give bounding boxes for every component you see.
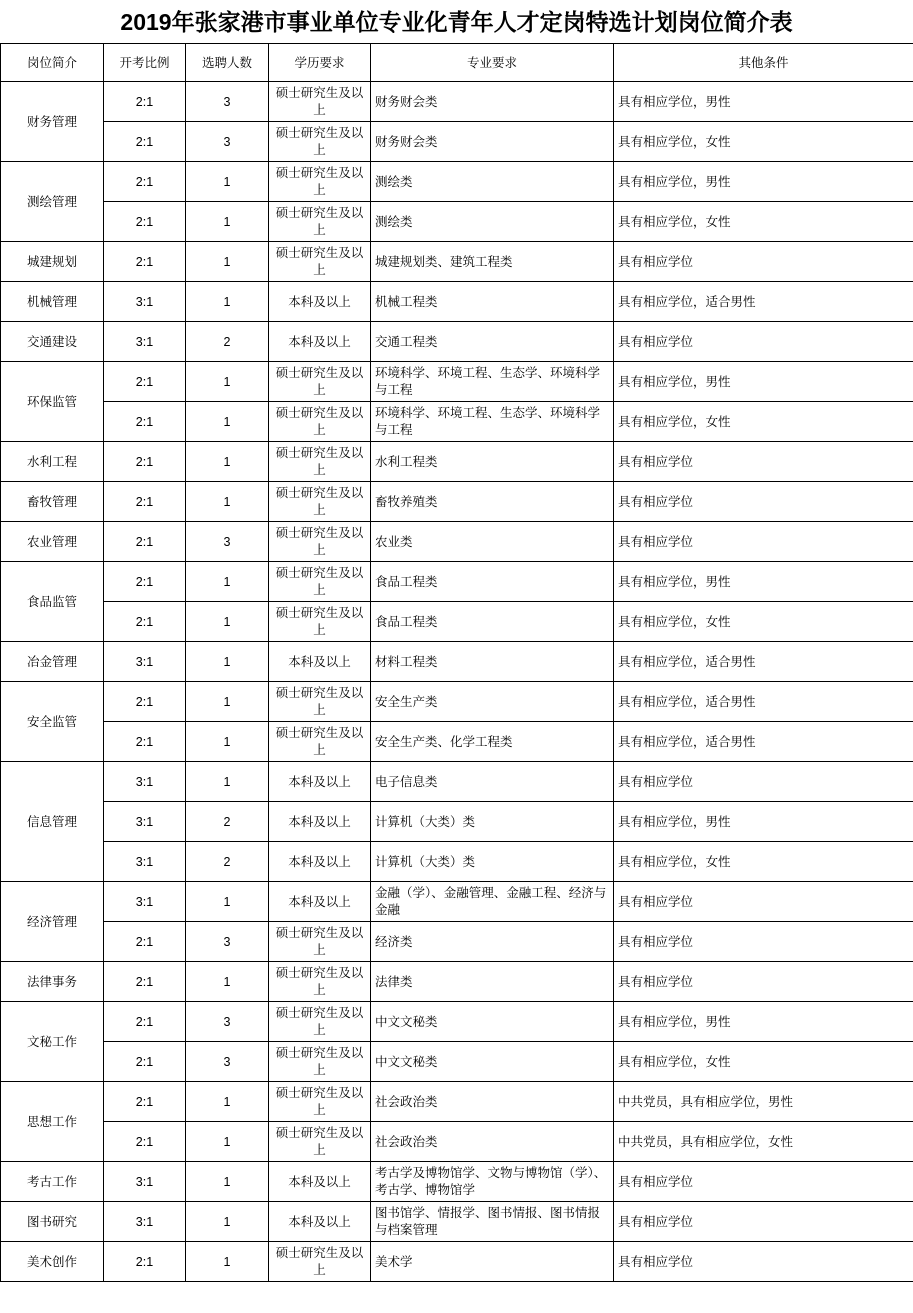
cell-ratio: 2:1 — [104, 1122, 186, 1162]
cell-major: 测绘类 — [371, 162, 614, 202]
cell-post: 交通建设 — [1, 322, 104, 362]
cell-count: 3 — [186, 1002, 269, 1042]
cell-other: 具有相应学位，女性 — [614, 202, 913, 242]
table-row — [1, 922, 913, 962]
table-row — [1, 402, 913, 442]
cell-ratio: 3:1 — [104, 1202, 186, 1242]
cell-ratio: 2:1 — [104, 362, 186, 402]
cell-ratio: 3:1 — [104, 882, 186, 922]
job-positions-table — [0, 43, 913, 1282]
cell-major: 材料工程类 — [371, 642, 614, 682]
cell-other: 具有相应学位，男性 — [614, 562, 913, 602]
cell-count: 1 — [186, 882, 269, 922]
cell-major: 中文文秘类 — [371, 1002, 614, 1042]
cell-ratio: 3:1 — [104, 282, 186, 322]
cell-count: 1 — [186, 482, 269, 522]
cell-ratio: 2:1 — [104, 602, 186, 642]
cell-post: 环保监管 — [1, 362, 104, 442]
cell-education: 本科及以上 — [269, 882, 371, 922]
cell-ratio: 2:1 — [104, 1042, 186, 1082]
cell-other: 具有相应学位 — [614, 442, 913, 482]
cell-education: 硕士研究生及以上 — [269, 562, 371, 602]
cell-other: 中共党员，具有相应学位，女性 — [614, 1122, 913, 1162]
cell-count: 2 — [186, 322, 269, 362]
table-row — [1, 642, 913, 682]
table-row — [1, 202, 913, 242]
cell-post: 思想工作 — [1, 1082, 104, 1162]
cell-post: 畜牧管理 — [1, 482, 104, 522]
cell-major: 中文文秘类 — [371, 1042, 614, 1082]
column-header-major: 专业要求 — [371, 44, 614, 82]
cell-count: 1 — [186, 562, 269, 602]
cell-post: 城建规划 — [1, 242, 104, 282]
cell-major: 美术学 — [371, 1242, 614, 1282]
column-header-count: 选聘人数 — [186, 44, 269, 82]
cell-count: 1 — [186, 1202, 269, 1242]
cell-education: 硕士研究生及以上 — [269, 122, 371, 162]
column-header-ratio: 开考比例 — [104, 44, 186, 82]
cell-major: 安全生产类、化学工程类 — [371, 722, 614, 762]
cell-count: 1 — [186, 282, 269, 322]
cell-ratio: 2:1 — [104, 482, 186, 522]
cell-major: 机械工程类 — [371, 282, 614, 322]
table-row — [1, 722, 913, 762]
cell-ratio: 2:1 — [104, 562, 186, 602]
cell-major: 法律类 — [371, 962, 614, 1002]
cell-other: 具有相应学位 — [614, 242, 913, 282]
table-row — [1, 122, 913, 162]
table-row — [1, 362, 913, 402]
cell-major: 经济类 — [371, 922, 614, 962]
table-row — [1, 522, 913, 562]
column-header-post: 岗位简介 — [1, 44, 104, 82]
cell-other: 具有相应学位，男性 — [614, 82, 913, 122]
cell-education: 硕士研究生及以上 — [269, 482, 371, 522]
cell-count: 3 — [186, 922, 269, 962]
table-row — [1, 482, 913, 522]
cell-count: 1 — [186, 962, 269, 1002]
cell-ratio: 2:1 — [104, 722, 186, 762]
table-row — [1, 802, 913, 842]
cell-count: 1 — [186, 242, 269, 282]
cell-education: 本科及以上 — [269, 802, 371, 842]
cell-post: 安全监管 — [1, 682, 104, 762]
cell-post: 食品监管 — [1, 562, 104, 642]
cell-count: 2 — [186, 802, 269, 842]
table-row — [1, 1242, 913, 1282]
cell-ratio: 2:1 — [104, 922, 186, 962]
cell-ratio: 3:1 — [104, 762, 186, 802]
cell-major: 农业类 — [371, 522, 614, 562]
cell-count: 1 — [186, 202, 269, 242]
cell-count: 1 — [186, 682, 269, 722]
page-title: 2019年张家港市事业单位专业化青年人才定岗特选计划岗位简介表 — [120, 9, 793, 35]
cell-other: 具有相应学位 — [614, 882, 913, 922]
table-row — [1, 1202, 913, 1242]
cell-ratio: 2:1 — [104, 242, 186, 282]
cell-count: 1 — [186, 642, 269, 682]
cell-major: 社会政治类 — [371, 1082, 614, 1122]
cell-post: 农业管理 — [1, 522, 104, 562]
cell-major: 畜牧养殖类 — [371, 482, 614, 522]
cell-other: 具有相应学位，女性 — [614, 402, 913, 442]
table-row — [1, 1122, 913, 1162]
column-header-other: 其他条件 — [614, 44, 913, 82]
header-row — [1, 44, 913, 82]
cell-major: 环境科学、环境工程、生态学、环境科学与工程 — [371, 362, 614, 402]
table-row — [1, 962, 913, 1002]
cell-education: 本科及以上 — [269, 1162, 371, 1202]
cell-ratio: 2:1 — [104, 1082, 186, 1122]
cell-major: 交通工程类 — [371, 322, 614, 362]
cell-count: 3 — [186, 522, 269, 562]
cell-major: 社会政治类 — [371, 1122, 614, 1162]
cell-education: 硕士研究生及以上 — [269, 1242, 371, 1282]
cell-count: 1 — [186, 362, 269, 402]
cell-ratio: 2:1 — [104, 82, 186, 122]
cell-education: 硕士研究生及以上 — [269, 722, 371, 762]
cell-education: 硕士研究生及以上 — [269, 1042, 371, 1082]
cell-education: 本科及以上 — [269, 762, 371, 802]
cell-count: 1 — [186, 602, 269, 642]
cell-ratio: 3:1 — [104, 1162, 186, 1202]
cell-other: 具有相应学位，男性 — [614, 162, 913, 202]
cell-ratio: 2:1 — [104, 522, 186, 562]
cell-post: 美术创作 — [1, 1242, 104, 1282]
cell-education: 硕士研究生及以上 — [269, 442, 371, 482]
table-row — [1, 442, 913, 482]
cell-ratio: 3:1 — [104, 802, 186, 842]
cell-education: 硕士研究生及以上 — [269, 202, 371, 242]
cell-ratio: 2:1 — [104, 962, 186, 1002]
cell-major: 财务财会类 — [371, 82, 614, 122]
cell-other: 具有相应学位 — [614, 762, 913, 802]
cell-major: 财务财会类 — [371, 122, 614, 162]
cell-education: 本科及以上 — [269, 282, 371, 322]
cell-count: 1 — [186, 1242, 269, 1282]
cell-major: 水利工程类 — [371, 442, 614, 482]
cell-education: 硕士研究生及以上 — [269, 82, 371, 122]
cell-education: 硕士研究生及以上 — [269, 522, 371, 562]
cell-education: 本科及以上 — [269, 1202, 371, 1242]
table-row — [1, 282, 913, 322]
cell-count: 1 — [186, 762, 269, 802]
cell-ratio: 3:1 — [104, 642, 186, 682]
cell-other: 具有相应学位，男性 — [614, 802, 913, 842]
cell-other: 具有相应学位 — [614, 922, 913, 962]
cell-post: 文秘工作 — [1, 1002, 104, 1082]
cell-count: 1 — [186, 442, 269, 482]
column-header-education: 学历要求 — [269, 44, 371, 82]
table-row — [1, 562, 913, 602]
cell-count: 1 — [186, 1162, 269, 1202]
cell-count: 1 — [186, 722, 269, 762]
cell-post: 财务管理 — [1, 82, 104, 162]
cell-post: 法律事务 — [1, 962, 104, 1002]
cell-other: 具有相应学位，男性 — [614, 362, 913, 402]
cell-other: 具有相应学位，适合男性 — [614, 682, 913, 722]
table-row — [1, 82, 913, 122]
cell-education: 硕士研究生及以上 — [269, 682, 371, 722]
cell-post: 信息管理 — [1, 762, 104, 882]
cell-major: 食品工程类 — [371, 562, 614, 602]
cell-other: 具有相应学位，女性 — [614, 1042, 913, 1082]
cell-major: 食品工程类 — [371, 602, 614, 642]
cell-ratio: 2:1 — [104, 402, 186, 442]
table-body — [1, 82, 913, 1282]
cell-other: 具有相应学位 — [614, 1202, 913, 1242]
cell-post: 冶金管理 — [1, 642, 104, 682]
table-row — [1, 162, 913, 202]
cell-count: 3 — [186, 1042, 269, 1082]
cell-ratio: 2:1 — [104, 682, 186, 722]
cell-count: 1 — [186, 1082, 269, 1122]
cell-other: 具有相应学位，女性 — [614, 602, 913, 642]
cell-ratio: 2:1 — [104, 162, 186, 202]
cell-other: 具有相应学位，女性 — [614, 842, 913, 882]
cell-ratio: 2:1 — [104, 1242, 186, 1282]
cell-education: 硕士研究生及以上 — [269, 402, 371, 442]
cell-ratio: 2:1 — [104, 1002, 186, 1042]
table-row — [1, 602, 913, 642]
cell-other: 具有相应学位 — [614, 522, 913, 562]
cell-count: 1 — [186, 162, 269, 202]
cell-other: 具有相应学位 — [614, 1162, 913, 1202]
cell-other: 具有相应学位，女性 — [614, 122, 913, 162]
cell-education: 本科及以上 — [269, 322, 371, 362]
cell-other: 具有相应学位 — [614, 482, 913, 522]
cell-major: 电子信息类 — [371, 762, 614, 802]
table-row — [1, 1082, 913, 1122]
cell-major: 测绘类 — [371, 202, 614, 242]
cell-post: 图书研究 — [1, 1202, 104, 1242]
cell-major: 安全生产类 — [371, 682, 614, 722]
cell-education: 硕士研究生及以上 — [269, 242, 371, 282]
cell-ratio: 3:1 — [104, 842, 186, 882]
table-row — [1, 682, 913, 722]
table-row — [1, 1162, 913, 1202]
table-row — [1, 882, 913, 922]
cell-count: 3 — [186, 122, 269, 162]
cell-education: 硕士研究生及以上 — [269, 922, 371, 962]
table-row — [1, 842, 913, 882]
cell-ratio: 3:1 — [104, 322, 186, 362]
cell-other: 具有相应学位，适合男性 — [614, 282, 913, 322]
cell-other: 具有相应学位 — [614, 322, 913, 362]
table-header — [1, 44, 913, 82]
cell-other: 具有相应学位，适合男性 — [614, 642, 913, 682]
cell-major: 考古学及博物馆学、文物与博物馆（学）、考古学、博物馆学 — [371, 1162, 614, 1202]
cell-count: 2 — [186, 842, 269, 882]
cell-count: 1 — [186, 402, 269, 442]
cell-education: 硕士研究生及以上 — [269, 1082, 371, 1122]
cell-education: 本科及以上 — [269, 642, 371, 682]
cell-major: 图书馆学、情报学、图书情报、图书情报与档案管理 — [371, 1202, 614, 1242]
cell-major: 金融（学）、金融管理、金融工程、经济与金融 — [371, 882, 614, 922]
cell-ratio: 2:1 — [104, 202, 186, 242]
cell-education: 硕士研究生及以上 — [269, 362, 371, 402]
cell-other: 具有相应学位 — [614, 1242, 913, 1282]
cell-post: 考古工作 — [1, 1162, 104, 1202]
table-row — [1, 242, 913, 282]
cell-count: 1 — [186, 1122, 269, 1162]
table-row — [1, 1002, 913, 1042]
cell-education: 本科及以上 — [269, 842, 371, 882]
table-row — [1, 1042, 913, 1082]
cell-education: 硕士研究生及以上 — [269, 1002, 371, 1042]
cell-education: 硕士研究生及以上 — [269, 602, 371, 642]
cell-major: 计算机（大类）类 — [371, 842, 614, 882]
cell-other: 中共党员，具有相应学位，男性 — [614, 1082, 913, 1122]
cell-other: 具有相应学位 — [614, 962, 913, 1002]
cell-other: 具有相应学位，适合男性 — [614, 722, 913, 762]
cell-major: 计算机（大类）类 — [371, 802, 614, 842]
cell-other: 具有相应学位，男性 — [614, 1002, 913, 1042]
cell-post: 测绘管理 — [1, 162, 104, 242]
table-row — [1, 762, 913, 802]
cell-education: 硕士研究生及以上 — [269, 1122, 371, 1162]
cell-post: 经济管理 — [1, 882, 104, 962]
table-row — [1, 322, 913, 362]
cell-count: 3 — [186, 82, 269, 122]
cell-education: 硕士研究生及以上 — [269, 162, 371, 202]
cell-education: 硕士研究生及以上 — [269, 962, 371, 1002]
cell-ratio: 2:1 — [104, 442, 186, 482]
cell-major: 城建规划类、建筑工程类 — [371, 242, 614, 282]
cell-major: 环境科学、环境工程、生态学、环境科学与工程 — [371, 402, 614, 442]
cell-ratio: 2:1 — [104, 122, 186, 162]
cell-post: 机械管理 — [1, 282, 104, 322]
cell-post: 水利工程 — [1, 442, 104, 482]
